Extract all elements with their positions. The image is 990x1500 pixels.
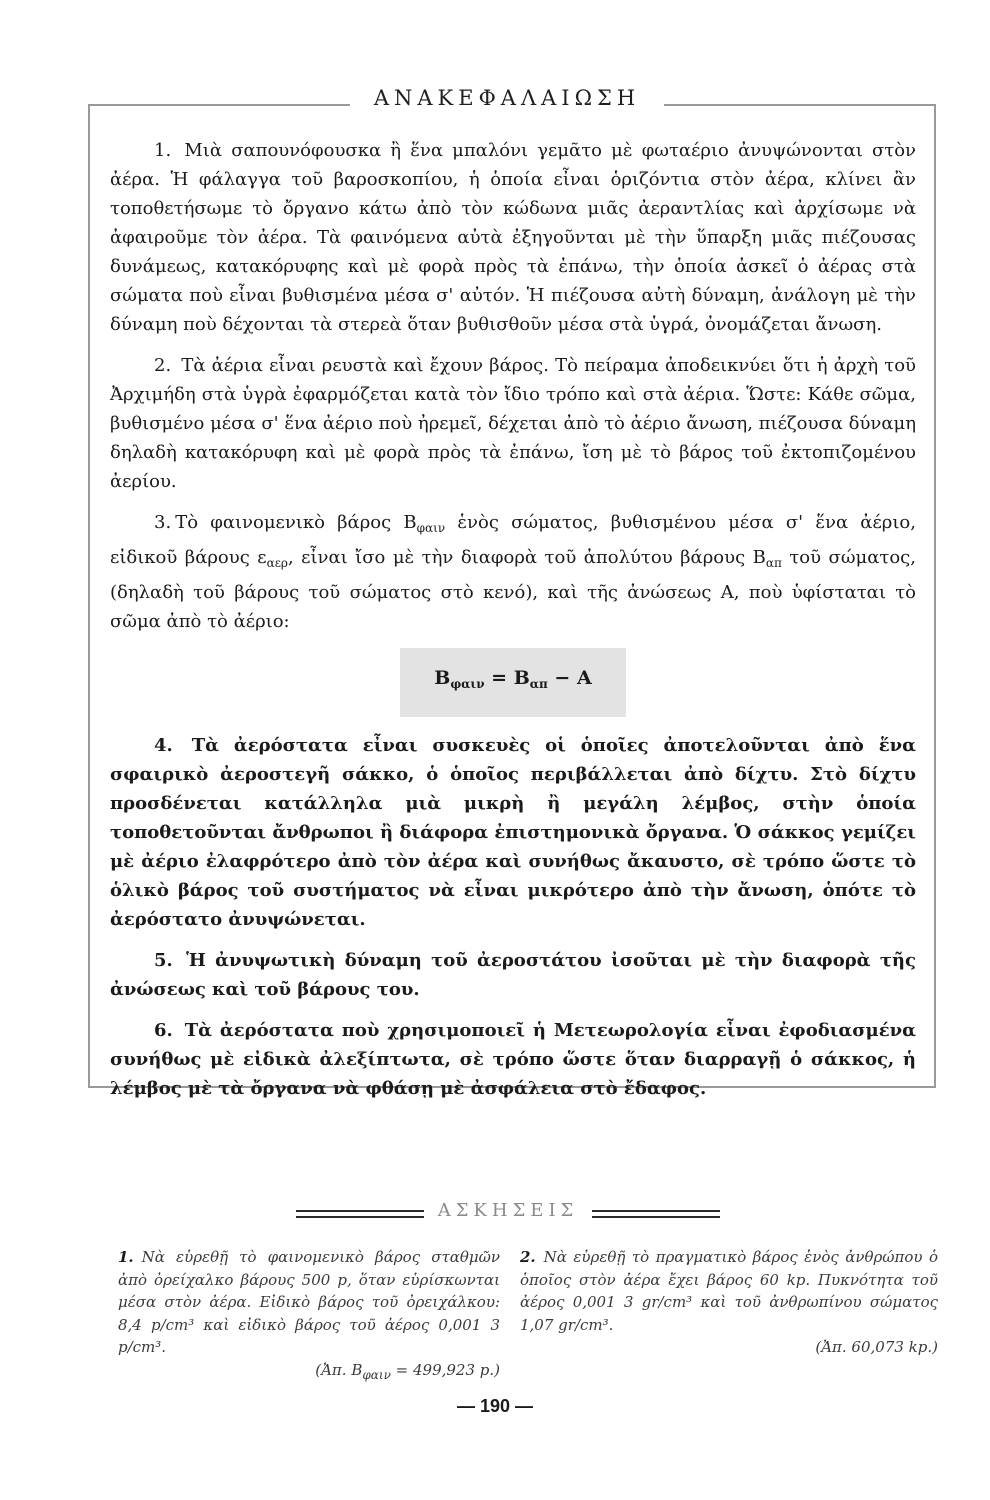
subscript: αερ [266, 556, 288, 570]
subscript: απ [529, 677, 548, 691]
summary-top-rule-right [664, 104, 936, 106]
exercises-heading [296, 1200, 720, 1228]
exercises-title: ΑΣΚΗΣΕΙΣ [437, 1200, 579, 1221]
formula-equals: = B [484, 667, 530, 689]
summary-top-rule-left [88, 104, 350, 106]
formula-lhs: B [434, 667, 451, 689]
summary-paragraph-4 [110, 731, 916, 934]
exercise-text: Νὰ εὑρεθῇ τὸ πραγματικὸ βάρος ἑνὸς ἀνθρώπου ὁ ὁποῖος στὸν ἀέρα ἔχει βάρος 60 kp. Πυκνότητα τοῦ ἀέρος 0,001 3 gr/cm³ καὶ τοῦ ἀνθρωπίνου σώματος 1,07 gr/cm³. [520, 1248, 938, 1334]
exercise-text: Νὰ εὑρεθῇ τὸ φαινομενικὸ βάρος σταθμῶν ἀπὸ ὀρείχαλκο βάρους 500 p, ὅταν εὑρίσκωνται μέσα στὸν ἀέρα. Εἰδικὸ βάρος τοῦ ὀρειχάλκου: 8,4 p/cm³ καὶ εἰδικὸ βάρος τοῦ ἀέρος 0,001 3 p/cm³. [118, 1248, 500, 1356]
paragraph-number: 1. [154, 140, 172, 161]
exercise-body [520, 1246, 938, 1336]
subscript: φαιν [416, 521, 446, 535]
paragraph-text: Μιὰ σαπουνόφουσκα ἢ ἕνα μπαλόνι γεμᾶτο μὲ φωταέριο ἀνυψώνονται στὸν ἀέρα. Ἡ φάλαγγα τοῦ βαροσκοπίου, ἡ ὁποία εἶναι ὁριζόντια στὸν ἀέρα, κλίνει ἂν τοποθετήσωμε τὸ ὄργανο κάτω ἀπὸ τὸν κώδωνα μιᾶς ἀεραντλίας καὶ ἀρχίσωμε νὰ ἀφαιροῦμε τὸν ἀέρα. Τὰ φαινόμενα αὐτὰ ἐξηγοῦνται μὲ τὴν ὕπαρξη μιᾶς πιέζουσας δυνάμεως, κατακόρυφης καὶ μὲ φορὰ πρὸς τὰ ἐπάνω, τὴν ὁποία ἀσκεῖ ὁ ἀέρας στὰ σώματα ποὺ εἶναι βυθισμένα μέσα σ' αὐτόν. Ἡ πιέζουσα αὐτὴ δύναμη, ἀνάλογη μὲ τὴν δύναμη ποὺ δέχονται τὰ στερεὰ ὅταν βυθισθοῦν μέσα στὰ ὑγρά, ὀνομάζεται ἄνωση. [110, 140, 916, 335]
exercise-number: 2. [520, 1248, 536, 1266]
paragraph-text: τοῦ σώματος, (δηλαδὴ τοῦ βάρους τοῦ σώματος στὸ κενό), καὶ τῆς ἀνώσεως A, ποὺ ὑφίσταται τὸ σῶμα ἀπὸ τὸ ἀέριο: [110, 547, 916, 632]
paragraph-text: Ἡ ἀνυψωτικὴ δύναμη τοῦ ἀεροστάτου ἰσοῦται μὲ τὴν διαφορὰ τῆς ἀνώσεως καὶ τοῦ βάρους του. [110, 950, 916, 1000]
answer-text: (Ἀπ. B [315, 1360, 363, 1379]
summary-paragraph-2 [110, 351, 916, 496]
paragraph-number: 4. [154, 735, 173, 756]
summary-paragraph-1 [110, 136, 916, 339]
summary-paragraph-6 [110, 1016, 916, 1103]
formula-box [400, 648, 625, 717]
exercises-rule-right [592, 1210, 720, 1218]
exercise-body [118, 1246, 500, 1359]
paragraph-number: 5. [154, 950, 173, 971]
subscript: φαιν [450, 677, 485, 691]
paragraph-text: Τὰ ἀερόστατα ποὺ χρησιμοποιεῖ ἡ Μετεωρολογία εἶναι ἐφοδιασμένα συνήθως μὲ εἰδικὰ ἀλεξίπτωτα, σὲ τρόπο ὥστε ὅταν διαρραγῇ ὁ σάκκος, ἡ λέμβος μὲ τὰ ὄργανα νὰ φθάσῃ μὲ ἀσφάλεια στὸ ἔδαφος. [110, 1020, 916, 1099]
page-number: — 190 — [456, 1396, 534, 1416]
exercise-answer: (Ἀπ. 60,073 kp.) [815, 1338, 938, 1356]
answer-text: = 499,923 p.) [390, 1360, 500, 1379]
paragraph-text: Τὸ φαινομενικὸ βάρος B [175, 512, 417, 533]
formula-row [110, 648, 916, 717]
paragraph-text: ἑνὸς σώματος, βυθισμένου μέσα σ' ἕνα ἀέριο, εἰδικοῦ βάρους ε [110, 512, 916, 568]
paragraph-number: 6. [154, 1020, 173, 1041]
paragraph-text: , εἶναι ἴσο μὲ τὴν διαφορὰ τοῦ ἀπολύτου βάρους B [287, 547, 766, 568]
exercise-2 [520, 1246, 938, 1359]
summary-paragraph-5 [110, 946, 916, 1004]
summary-paragraph-3 [110, 508, 916, 636]
paragraph-number: 2. [154, 355, 172, 376]
subscript: απ [765, 556, 782, 570]
summary-title: ΑΝΑΚΕΦΑΛΑΙΩΣΗ [373, 86, 641, 110]
paragraph-text: Τὰ ἀερόστατα εἶναι συσκευὲς οἱ ὁποῖες ἀποτελοῦνται ἀπὸ ἕνα σφαιρικὸ ἀεροστεγῆ σάκκο, ὁ ὁποῖος περιβάλλεται ἀπὸ δίχτυ. Στὸ δίχτυ προσδένεται κατάλληλα μιὰ μικρὴ ἢ μεγάλη λέμβος, στὴν ὁποία τοποθετοῦνται ἄνθρωποι ἢ διάφορα ἐπιστημονικὰ ὄργανα. Ὁ σάκκος γεμίζει μὲ ἀέριο ἐλαφρότερο ἀπὸ τὸν ἀέρα καὶ συνήθως ἄκαυστο, σὲ τρόπο ὥστε τὸ ὁλικὸ βάρος τοῦ συστήματος νὰ εἶναι μικρότερο ἀπὸ τὴν ἄνωση, ὁπότε τὸ ἀερόστατο ἀνυψώνεται. [110, 735, 916, 930]
exercises-rule-left [296, 1210, 424, 1218]
exercise-answer [118, 1359, 500, 1387]
subscript: φαιν [362, 1367, 391, 1382]
exercise-1 [118, 1246, 500, 1386]
formula-tail: − A [547, 667, 592, 689]
paragraph-text: Τὰ ἀέρια εἶναι ρευστὰ καὶ ἔχουν βάρος. Τὸ πείραμα ἀποδεικνύει ὅτι ἡ ἀρχὴ τοῦ Ἀρχιμήδη στὰ ὑγρὰ ἐφαρμόζεται κατὰ τὸν ἴδιο τρόπο καὶ στὰ ἀέρια. Ὥστε: Κάθε σῶμα, βυθισμένο μέσα σ' ἕνα ἀέριο ποὺ ἠρεμεῖ, δέχεται ἀπὸ τὸ ἀέριο ἄνωση, πιέζουσα δύναμη δηλαδὴ κατακόρυφη καὶ μὲ φορὰ πρὸς τὰ ἐπάνω, ἴση μὲ τὸ βάρος τοῦ ἐκτοπιζομένου ἀερίου. [110, 355, 916, 492]
exercise-number: 1. [118, 1248, 134, 1266]
paragraph-number: 3. [154, 512, 172, 533]
summary-content [110, 136, 916, 1103]
